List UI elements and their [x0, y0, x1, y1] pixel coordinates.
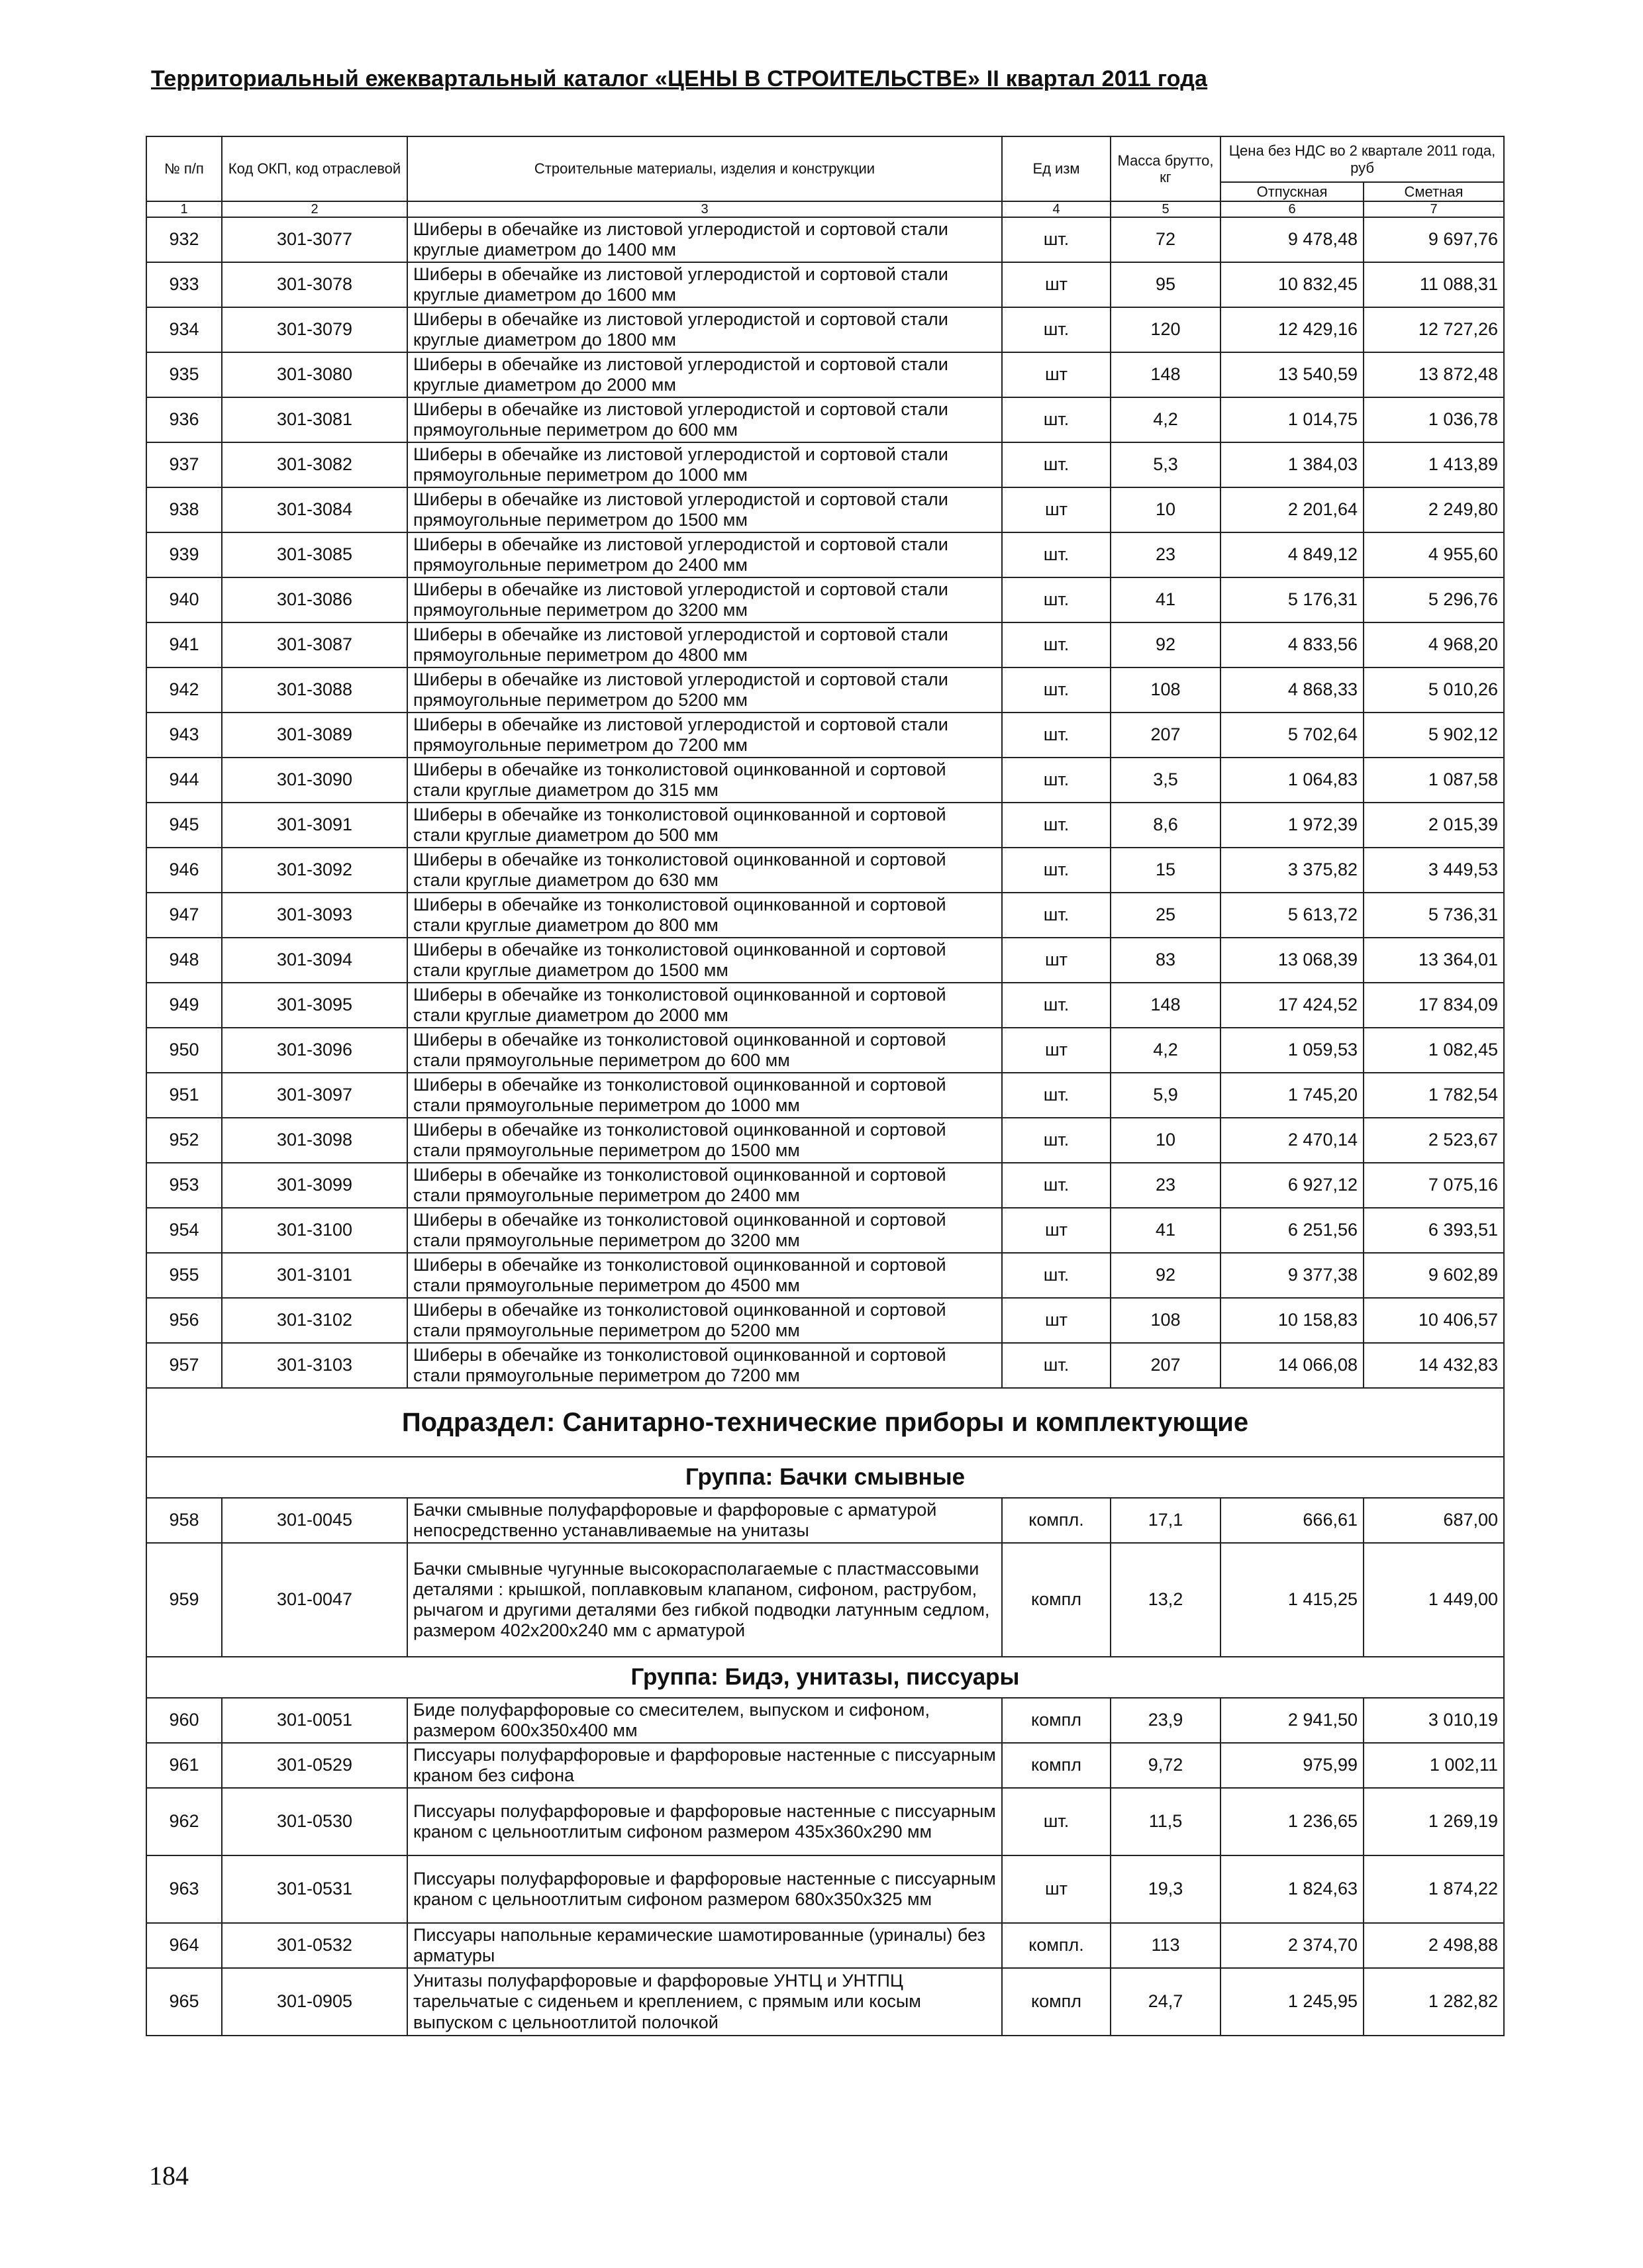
row-description: Шиберы в обечайке из тонколистовой оцинкованной и сортовой стали прямоугольные периметром до 600 мм — [407, 1028, 1002, 1073]
column-number: 2 — [222, 201, 407, 217]
row-price-release: 2 374,70 — [1220, 1923, 1364, 1968]
row-code: 301-3102 — [222, 1298, 407, 1343]
table-row — [146, 758, 1504, 803]
row-price-estimate: 5 736,31 — [1364, 893, 1504, 938]
row-unit: компл — [1002, 1698, 1111, 1743]
row-price-estimate: 4 968,20 — [1364, 622, 1504, 667]
table-row — [146, 217, 1504, 262]
row-unit: шт. — [1002, 848, 1111, 893]
row-price-release: 14 066,08 — [1220, 1343, 1364, 1388]
row-price-estimate: 7 075,16 — [1364, 1163, 1504, 1208]
row-unit: шт. — [1002, 1118, 1111, 1163]
header-price-estimate: Сметная — [1364, 182, 1504, 201]
row-price-estimate: 1 282,82 — [1364, 1968, 1504, 2036]
row-unit: шт. — [1002, 217, 1111, 262]
row-mass: 83 — [1111, 938, 1220, 983]
row-price-estimate: 12 727,26 — [1364, 307, 1504, 352]
row-description: Шиберы в обечайке из листовой углеродистой и сортовой стали круглые диаметром до 1800 мм — [407, 307, 1002, 352]
row-number: 954 — [146, 1208, 222, 1253]
row-code: 301-0047 — [222, 1543, 407, 1657]
row-price-estimate: 11 088,31 — [1364, 262, 1504, 307]
row-mass: 41 — [1111, 1208, 1220, 1253]
row-description: Шиберы в обечайке из листовой углеродистой и сортовой стали прямоугольные периметром до 7200 мм — [407, 713, 1002, 758]
table-row — [146, 893, 1504, 938]
row-code: 301-0045 — [222, 1498, 407, 1543]
row-code: 301-3082 — [222, 442, 407, 487]
row-unit: шт. — [1002, 713, 1111, 758]
row-code: 301-3094 — [222, 938, 407, 983]
row-price-release: 1 245,95 — [1220, 1968, 1364, 2036]
row-number: 965 — [146, 1968, 222, 2036]
row-unit: шт — [1002, 1855, 1111, 1923]
row-price-release: 1 384,03 — [1220, 442, 1364, 487]
row-code: 301-3095 — [222, 983, 407, 1028]
row-mass: 15 — [1111, 848, 1220, 893]
row-price-release: 975,99 — [1220, 1743, 1364, 1788]
table-row — [146, 307, 1504, 352]
row-unit: компл. — [1002, 1923, 1111, 1968]
row-price-release: 1 415,25 — [1220, 1543, 1364, 1657]
table-row — [146, 1855, 1504, 1923]
row-description: Шиберы в обечайке из тонколистовой оцинкованной и сортовой стали прямоугольные периметром до 4500 мм — [407, 1253, 1002, 1298]
row-mass: 108 — [1111, 667, 1220, 713]
row-price-estimate: 3 010,19 — [1364, 1698, 1504, 1743]
row-description: Шиберы в обечайке из тонколистовой оцинкованной и сортовой стали прямоугольные периметром до 2400 мм — [407, 1163, 1002, 1208]
row-number: 939 — [146, 532, 222, 577]
row-unit: шт — [1002, 938, 1111, 983]
row-price-release: 6 251,56 — [1220, 1208, 1364, 1253]
table-row — [146, 1788, 1504, 1855]
row-description: Писсуары напольные керамические шамотированные (уриналы) без арматуры — [407, 1923, 1002, 1968]
row-description: Шиберы в обечайке из листовой углеродистой и сортовой стали прямоугольные периметром до 2400 мм — [407, 532, 1002, 577]
column-number: 6 — [1220, 201, 1364, 217]
row-price-estimate: 1 087,58 — [1364, 758, 1504, 803]
group-title-row — [146, 1457, 1504, 1498]
row-code: 301-3101 — [222, 1253, 407, 1298]
row-description: Шиберы в обечайке из тонколистовой оцинкованной и сортовой стали круглые диаметром до 630 мм — [407, 848, 1002, 893]
table-row — [146, 262, 1504, 307]
row-mass: 23 — [1111, 1163, 1220, 1208]
row-mass: 25 — [1111, 893, 1220, 938]
row-code: 301-3092 — [222, 848, 407, 893]
column-number: 4 — [1002, 201, 1111, 217]
row-code: 301-0529 — [222, 1743, 407, 1788]
row-number: 960 — [146, 1698, 222, 1743]
table-row — [146, 1253, 1504, 1298]
row-unit: компл — [1002, 1543, 1111, 1657]
row-price-estimate: 1 036,78 — [1364, 397, 1504, 442]
row-code: 301-3093 — [222, 893, 407, 938]
table-row — [146, 397, 1504, 442]
row-price-release: 12 429,16 — [1220, 307, 1364, 352]
column-number: 1 — [146, 201, 222, 217]
row-price-release: 2 470,14 — [1220, 1118, 1364, 1163]
row-number: 957 — [146, 1343, 222, 1388]
row-price-release: 2 941,50 — [1220, 1698, 1364, 1743]
row-price-release: 10 832,45 — [1220, 262, 1364, 307]
table-row — [146, 1968, 1504, 2036]
row-description: Шиберы в обечайке из листовой углеродистой и сортовой стали прямоугольные периметром до 1000 мм — [407, 442, 1002, 487]
row-description: Шиберы в обечайке из тонколистовой оцинкованной и сортовой стали прямоугольные периметром до 1000 мм — [407, 1073, 1002, 1118]
row-description: Писсуары полуфарфоровые и фарфоровые настенные с писсуарным краном с цельноотлитым сифоном размером 680х350х325 мм — [407, 1855, 1002, 1923]
row-description: Шиберы в обечайке из тонколистовой оцинкованной и сортовой стали прямоугольные периметром до 1500 мм — [407, 1118, 1002, 1163]
column-number: 7 — [1364, 201, 1504, 217]
table-row — [146, 1298, 1504, 1343]
row-code: 301-0905 — [222, 1968, 407, 2036]
row-mass: 5,3 — [1111, 442, 1220, 487]
row-price-estimate: 13 364,01 — [1364, 938, 1504, 983]
row-code: 301-3086 — [222, 577, 407, 622]
row-unit: шт. — [1002, 622, 1111, 667]
row-mass: 11,5 — [1111, 1788, 1220, 1855]
row-code: 301-0531 — [222, 1855, 407, 1923]
row-code: 301-3088 — [222, 667, 407, 713]
row-price-estimate: 2 249,80 — [1364, 487, 1504, 532]
row-code: 301-3096 — [222, 1028, 407, 1073]
row-description: Шиберы в обечайке из тонколистовой оцинкованной и сортовой стали круглые диаметром до 1500 мм — [407, 938, 1002, 983]
row-unit: шт. — [1002, 532, 1111, 577]
page-number: 184 — [149, 2161, 189, 2191]
group-title-row — [146, 1657, 1504, 1698]
column-number: 3 — [407, 201, 1002, 217]
row-price-release: 5 176,31 — [1220, 577, 1364, 622]
row-price-release: 1 059,53 — [1220, 1028, 1364, 1073]
row-number: 956 — [146, 1298, 222, 1343]
row-number: 933 — [146, 262, 222, 307]
row-code: 301-3090 — [222, 758, 407, 803]
column-number: 5 — [1111, 201, 1220, 217]
row-unit: шт. — [1002, 442, 1111, 487]
header-mass: Масса брутто, кг — [1111, 136, 1220, 201]
row-number: 946 — [146, 848, 222, 893]
row-price-release: 10 158,83 — [1220, 1298, 1364, 1343]
row-unit: шт. — [1002, 893, 1111, 938]
row-code: 301-3099 — [222, 1163, 407, 1208]
row-price-release: 1 014,75 — [1220, 397, 1364, 442]
row-number: 963 — [146, 1855, 222, 1923]
row-price-release: 666,61 — [1220, 1498, 1364, 1543]
row-price-release: 2 201,64 — [1220, 487, 1364, 532]
row-price-release: 5 613,72 — [1220, 893, 1364, 938]
table-row — [146, 938, 1504, 983]
row-price-estimate: 2 523,67 — [1364, 1118, 1504, 1163]
row-unit: шт — [1002, 262, 1111, 307]
header-price-group: Цена без НДС во 2 квартале 2011 года, руб — [1220, 136, 1504, 182]
row-price-estimate: 2 498,88 — [1364, 1923, 1504, 1968]
row-number: 936 — [146, 397, 222, 442]
row-code: 301-3078 — [222, 262, 407, 307]
row-code: 301-3098 — [222, 1118, 407, 1163]
row-code: 301-3091 — [222, 803, 407, 848]
row-description: Шиберы в обечайке из листовой углеродистой и сортовой стали прямоугольные периметром до 1500 мм — [407, 487, 1002, 532]
group-title: Группа: Бачки смывные — [146, 1457, 1504, 1498]
row-mass: 108 — [1111, 1298, 1220, 1343]
row-code: 301-3087 — [222, 622, 407, 667]
row-mass: 148 — [1111, 983, 1220, 1028]
row-unit: шт. — [1002, 803, 1111, 848]
row-number: 949 — [146, 983, 222, 1028]
row-number: 950 — [146, 1028, 222, 1073]
row-code: 301-3085 — [222, 532, 407, 577]
row-code: 301-0532 — [222, 1923, 407, 1968]
row-mass: 41 — [1111, 577, 1220, 622]
row-number: 962 — [146, 1788, 222, 1855]
row-mass: 207 — [1111, 713, 1220, 758]
header-num: № п/п — [146, 136, 222, 201]
row-number: 944 — [146, 758, 222, 803]
row-code: 301-3103 — [222, 1343, 407, 1388]
row-mass: 95 — [1111, 262, 1220, 307]
row-description: Шиберы в обечайке из листовой углеродистой и сортовой стали круглые диаметром до 1600 мм — [407, 262, 1002, 307]
row-description: Писсуары полуфарфоровые и фарфоровые настенные с писсуарным краном с цельноотлитым сифоном размером 435х360х290 мм — [407, 1788, 1002, 1855]
row-mass: 10 — [1111, 1118, 1220, 1163]
table-row — [146, 577, 1504, 622]
row-number: 948 — [146, 938, 222, 983]
row-number: 940 — [146, 577, 222, 622]
row-unit: шт. — [1002, 397, 1111, 442]
row-unit: шт — [1002, 1028, 1111, 1073]
row-description: Биде полуфарфоровые со смесителем, выпуском и сифоном, размером 600х350х400 мм — [407, 1698, 1002, 1743]
row-code: 301-3077 — [222, 217, 407, 262]
row-code: 301-0530 — [222, 1788, 407, 1855]
row-unit: шт. — [1002, 1073, 1111, 1118]
row-mass: 207 — [1111, 1343, 1220, 1388]
table-row — [146, 622, 1504, 667]
table-row — [146, 713, 1504, 758]
table-row — [146, 487, 1504, 532]
row-number: 934 — [146, 307, 222, 352]
header-row — [146, 136, 1504, 182]
row-unit: шт. — [1002, 758, 1111, 803]
row-mass: 3,5 — [1111, 758, 1220, 803]
row-mass: 148 — [1111, 352, 1220, 397]
table-row — [146, 1498, 1504, 1543]
header-price-release: Отпускная — [1220, 182, 1364, 201]
row-mass: 4,2 — [1111, 397, 1220, 442]
row-price-release: 1 236,65 — [1220, 1788, 1364, 1855]
table-row — [146, 1923, 1504, 1968]
row-price-release: 3 375,82 — [1220, 848, 1364, 893]
header-materials: Строительные материалы, изделия и конструкции — [407, 136, 1002, 201]
row-code: 301-3080 — [222, 352, 407, 397]
row-price-estimate: 1 413,89 — [1364, 442, 1504, 487]
row-unit: шт. — [1002, 667, 1111, 713]
row-mass: 92 — [1111, 622, 1220, 667]
row-description: Шиберы в обечайке из листовой углеродистой и сортовой стали прямоугольные периметром до 600 мм — [407, 397, 1002, 442]
subsection-title-row — [146, 1388, 1504, 1457]
row-description: Писсуары полуфарфоровые и фарфоровые настенные с писсуарным краном без сифона — [407, 1743, 1002, 1788]
row-unit: шт. — [1002, 307, 1111, 352]
row-mass: 19,3 — [1111, 1855, 1220, 1923]
row-price-release: 1 824,63 — [1220, 1855, 1364, 1923]
group-title: Группа: Бидэ, унитазы, писсуары — [146, 1657, 1504, 1698]
row-description: Бачки смывные полуфарфоровые и фарфоровые с арматурой непосредственно устанавливаемые на унитазы — [407, 1498, 1002, 1543]
row-description: Шиберы в обечайке из листовой углеродистой и сортовой стали прямоугольные периметром до 5200 мм — [407, 667, 1002, 713]
row-price-estimate: 5 902,12 — [1364, 713, 1504, 758]
row-description: Шиберы в обечайке из тонколистовой оцинкованной и сортовой стали круглые диаметром до 800 мм — [407, 893, 1002, 938]
row-unit: шт. — [1002, 1253, 1111, 1298]
row-price-release: 1 064,83 — [1220, 758, 1364, 803]
subsection-title: Подраздел: Санитарно-технические приборы и комплектующие — [146, 1388, 1504, 1457]
row-mass: 5,9 — [1111, 1073, 1220, 1118]
row-description: Шиберы в обечайке из тонколистовой оцинкованной и сортовой стали круглые диаметром до 2000 мм — [407, 983, 1002, 1028]
row-price-estimate: 1 449,00 — [1364, 1543, 1504, 1657]
page-header: Территориальный ежеквартальный каталог «ЦЕНЫ В СТРОИТЕЛЬСТВЕ» II квартал 2011 года — [151, 66, 1208, 91]
row-mass: 72 — [1111, 217, 1220, 262]
table-row — [146, 442, 1504, 487]
row-mass: 9,72 — [1111, 1743, 1220, 1788]
row-description: Бачки смывные чугунные высокорасполагаемые с пластмассовыми деталями : крышкой, поплавковым клапаном, сифоном, раструбом, рычагом и другими деталями без гибкой подводки латунным седлом, размером 402х200х240 мм с арматурой — [407, 1543, 1002, 1657]
table-row — [146, 1343, 1504, 1388]
row-price-estimate: 5 296,76 — [1364, 577, 1504, 622]
table-row — [146, 1118, 1504, 1163]
row-code: 301-0051 — [222, 1698, 407, 1743]
row-code: 301-3084 — [222, 487, 407, 532]
row-description: Унитазы полуфарфоровые и фарфоровые УНТЦ и УНТПЦ тарельчатые с сиденьем и креплением, с прямым или косым выпуском с цельноотлитой полочкой — [407, 1968, 1002, 2036]
table-row — [146, 848, 1504, 893]
row-description: Шиберы в обечайке из листовой углеродистой и сортовой стали прямоугольные периметром до 3200 мм — [407, 577, 1002, 622]
row-code: 301-3079 — [222, 307, 407, 352]
row-unit: компл — [1002, 1968, 1111, 2036]
row-price-estimate: 1 782,54 — [1364, 1073, 1504, 1118]
row-unit: шт. — [1002, 577, 1111, 622]
table-row — [146, 1163, 1504, 1208]
row-number: 932 — [146, 217, 222, 262]
row-unit: шт. — [1002, 1163, 1111, 1208]
table-row — [146, 667, 1504, 713]
row-number: 961 — [146, 1743, 222, 1788]
row-price-release: 13 068,39 — [1220, 938, 1364, 983]
row-number: 935 — [146, 352, 222, 397]
table-row — [146, 532, 1504, 577]
row-price-release: 9 478,48 — [1220, 217, 1364, 262]
row-description: Шиберы в обечайке из тонколистовой оцинкованной и сортовой стали круглые диаметром до 500 мм — [407, 803, 1002, 848]
row-price-estimate: 14 432,83 — [1364, 1343, 1504, 1388]
row-price-estimate: 13 872,48 — [1364, 352, 1504, 397]
row-number: 937 — [146, 442, 222, 487]
row-description: Шиберы в обечайке из листовой углеродистой и сортовой стали круглые диаметром до 1400 мм — [407, 217, 1002, 262]
table-row — [146, 983, 1504, 1028]
row-number: 955 — [146, 1253, 222, 1298]
row-mass: 13,2 — [1111, 1543, 1220, 1657]
row-mass: 120 — [1111, 307, 1220, 352]
row-code: 301-3089 — [222, 713, 407, 758]
row-number: 964 — [146, 1923, 222, 1968]
row-price-release: 4 868,33 — [1220, 667, 1364, 713]
row-price-estimate: 10 406,57 — [1364, 1298, 1504, 1343]
row-price-estimate: 2 015,39 — [1364, 803, 1504, 848]
price-table-body — [146, 201, 1504, 2036]
row-mass: 23 — [1111, 532, 1220, 577]
price-table — [146, 136, 1505, 2036]
row-code: 301-3081 — [222, 397, 407, 442]
row-number: 958 — [146, 1498, 222, 1543]
row-description: Шиберы в обечайке из тонколистовой оцинкованной и сортовой стали прямоугольные периметром до 3200 мм — [407, 1208, 1002, 1253]
row-price-estimate: 9 602,89 — [1364, 1253, 1504, 1298]
row-unit: компл — [1002, 1743, 1111, 1788]
table-row — [146, 1743, 1504, 1788]
row-price-estimate: 3 449,53 — [1364, 848, 1504, 893]
row-mass: 92 — [1111, 1253, 1220, 1298]
row-number: 951 — [146, 1073, 222, 1118]
table-row — [146, 803, 1504, 848]
row-price-release: 17 424,52 — [1220, 983, 1364, 1028]
row-price-release: 1 745,20 — [1220, 1073, 1364, 1118]
row-description: Шиберы в обечайке из листовой углеродистой и сортовой стали круглые диаметром до 2000 мм — [407, 352, 1002, 397]
row-description: Шиберы в обечайке из тонколистовой оцинкованной и сортовой стали прямоугольные периметром до 7200 мм — [407, 1343, 1002, 1388]
row-number: 953 — [146, 1163, 222, 1208]
row-price-release: 5 702,64 — [1220, 713, 1364, 758]
row-code: 301-3100 — [222, 1208, 407, 1253]
row-price-estimate: 4 955,60 — [1364, 532, 1504, 577]
row-mass: 17,1 — [1111, 1498, 1220, 1543]
row-mass: 10 — [1111, 487, 1220, 532]
row-price-release: 9 377,38 — [1220, 1253, 1364, 1298]
header-code: Код ОКП, код отраслевой — [222, 136, 407, 201]
row-description: Шиберы в обечайке из тонколистовой оцинкованной и сортовой стали круглые диаметром до 315 мм — [407, 758, 1002, 803]
row-unit: шт. — [1002, 1788, 1111, 1855]
row-code: 301-3097 — [222, 1073, 407, 1118]
row-price-estimate: 17 834,09 — [1364, 983, 1504, 1028]
table-row — [146, 352, 1504, 397]
row-description: Шиберы в обечайке из тонколистовой оцинкованной и сортовой стали прямоугольные периметром до 5200 мм — [407, 1298, 1002, 1343]
row-unit: шт — [1002, 487, 1111, 532]
row-mass: 113 — [1111, 1923, 1220, 1968]
row-price-release: 6 927,12 — [1220, 1163, 1364, 1208]
header-unit: Ед изм — [1002, 136, 1111, 201]
row-price-release: 4 833,56 — [1220, 622, 1364, 667]
row-price-release: 1 972,39 — [1220, 803, 1364, 848]
row-price-estimate: 1 082,45 — [1364, 1028, 1504, 1073]
row-price-estimate: 6 393,51 — [1364, 1208, 1504, 1253]
row-unit: шт — [1002, 1208, 1111, 1253]
row-mass: 8,6 — [1111, 803, 1220, 848]
row-description: Шиберы в обечайке из листовой углеродистой и сортовой стали прямоугольные периметром до 4800 мм — [407, 622, 1002, 667]
row-mass: 4,2 — [1111, 1028, 1220, 1073]
table-row — [146, 1543, 1504, 1657]
row-price-estimate: 5 010,26 — [1364, 667, 1504, 713]
row-unit: шт — [1002, 352, 1111, 397]
row-unit: шт. — [1002, 983, 1111, 1028]
row-number: 945 — [146, 803, 222, 848]
row-number: 952 — [146, 1118, 222, 1163]
row-number: 943 — [146, 713, 222, 758]
row-unit: шт — [1002, 1298, 1111, 1343]
row-price-estimate: 9 697,76 — [1364, 217, 1504, 262]
table-row — [146, 1698, 1504, 1743]
row-price-estimate: 1 874,22 — [1364, 1855, 1504, 1923]
row-number: 941 — [146, 622, 222, 667]
row-price-estimate: 1 269,19 — [1364, 1788, 1504, 1855]
row-number: 938 — [146, 487, 222, 532]
row-number: 947 — [146, 893, 222, 938]
row-price-release: 4 849,12 — [1220, 532, 1364, 577]
row-price-estimate: 687,00 — [1364, 1498, 1504, 1543]
row-mass: 23,9 — [1111, 1698, 1220, 1743]
row-price-release: 13 540,59 — [1220, 352, 1364, 397]
table-row — [146, 1208, 1504, 1253]
row-price-estimate: 1 002,11 — [1364, 1743, 1504, 1788]
row-unit: компл. — [1002, 1498, 1111, 1543]
row-number: 959 — [146, 1543, 222, 1657]
table-row — [146, 1028, 1504, 1073]
column-number-row — [146, 201, 1504, 217]
row-number: 942 — [146, 667, 222, 713]
table-row — [146, 1073, 1504, 1118]
row-unit: шт. — [1002, 1343, 1111, 1388]
row-mass: 24,7 — [1111, 1968, 1220, 2036]
